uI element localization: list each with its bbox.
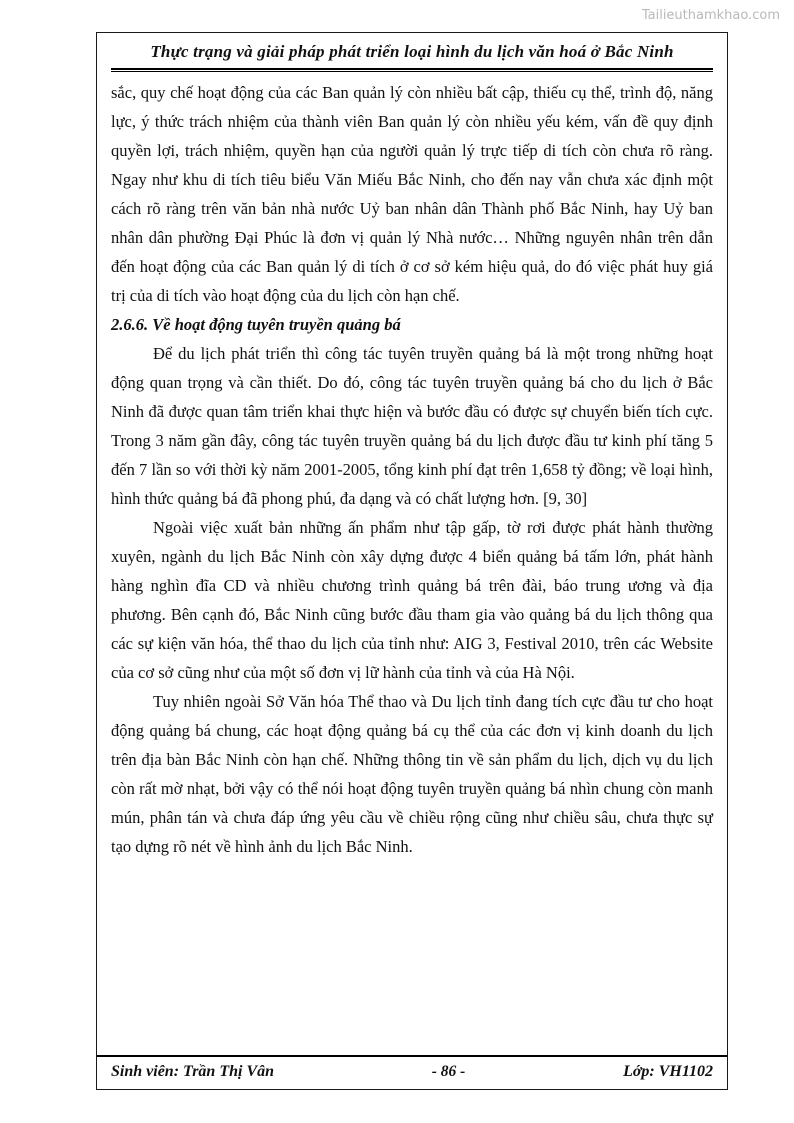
page-border-frame — [96, 32, 728, 1090]
paragraph: Tuy nhiên ngoài Sở Văn hóa Thể thao và Du lịch tỉnh đang tích cực đầu tư cho hoạt động quảng bá chung, các hoạt động quảng bá cụ thể của các đơn vị kinh doanh du lịch trên địa bàn Bắc Ninh còn hạn chế. Những thông tin về sản phẩm du lịch, dịch vụ du lịch còn rất mờ nhạt, bởi vậy có thể nói hoạt động tuyên truyền quảng bá nhìn chung còn manh mún, phân tán và chưa đáp ứng yêu cầu về chiều rộng cũng như chiều sâu, chưa thực sự tạo dựng rõ nét về hình ảnh du lịch Bắc Ninh. — [111, 692, 713, 856]
running-header-title: Thực trạng và giải pháp phát triển loại hình du lịch văn hoá ở Bắc Ninh — [150, 42, 674, 61]
footer-page-number: - 86 - — [431, 1063, 466, 1080]
paragraph: Để du lịch phát triển thì công tác tuyên truyền quảng bá là một trong những hoạt động quan trọng và cần thiết. Do đó, công tác tuyên truyền quảng bá cho du lịch ở Bắc Ninh đã được quan tâm triển khai thực hiện và bước đầu có được sự chuyển biến tích cực. Trong 3 năm gần đây, công tác tuyên truyền quảng bá du lịch được đầu tư kinh phí tăng 5 đến 7 lần so với thời kỳ năm 2001-2005, tổng kinh phí đạt trên 1,658 tỷ đồng; về loại hình, hình thức quảng bá đã phong phú, đa dạng và có chất lượng hơn. [9, 30] — [111, 344, 713, 508]
header-divider — [111, 68, 713, 72]
document-body — [111, 78, 713, 861]
section-heading-2-6-6: 2.6.6. Về hoạt động tuyên truyền quảng bá — [111, 315, 401, 334]
site-watermark: Tailieuthamkhao.com — [641, 8, 780, 23]
paragraph: Ngoài việc xuất bản những ấn phẩm như tập gấp, tờ rơi được phát hành thường xuyên, ngành du lịch Bắc Ninh còn xây dựng được 4 biển quảng bá tấm lớn, phát hành hàng nghìn đĩa CD và nhiều chương trình quảng bá trên đài, báo trung ương và địa phương. Bên cạnh đó, Bắc Ninh cũng bước đầu tham gia vào quảng bá du lịch thông qua các sự kiện văn hóa, thể thao du lịch của tỉnh như: AIG 3, Festival 2010, trên các Website của cơ sở cũng như của một số đơn vị lữ hành của tỉnh và của Hà Nội. — [111, 518, 713, 682]
footer-class-label: Lớp: VH1102 — [623, 1063, 713, 1080]
footer-student-name: Sinh viên: Trần Thị Vân — [111, 1063, 275, 1080]
paragraph-continuation: sắc, quy chế hoạt động của các Ban quản lý còn nhiều bất cập, thiếu cụ thể, trình độ, năng lực, ý thức trách nhiệm của thành viên Ban quản lý còn nhiều yếu kém, vấn đề quy định quyền lợi, trách nhiệm, quyền hạn của người quản lý trực tiếp di tích còn chưa rõ ràng. Ngay như khu di tích tiêu biểu Văn Miếu Bắc Ninh, cho đến nay vẫn chưa xác định một cách rõ ràng trên văn bản nhà nước Uỷ ban nhân dân Thành phố Bắc Ninh, hay Uỷ ban nhân dân phường Đại Phúc là đơn vị quản lý Nhà nước… Những nguyên nhân trên dẫn đến hoạt động của các Ban quản lý di tích ở cơ sở kém hiệu quả, do đó việc phát huy giá trị của di tích vào hoạt động của du lịch còn hạn chế. — [111, 83, 713, 305]
page-footer — [97, 1055, 727, 1089]
